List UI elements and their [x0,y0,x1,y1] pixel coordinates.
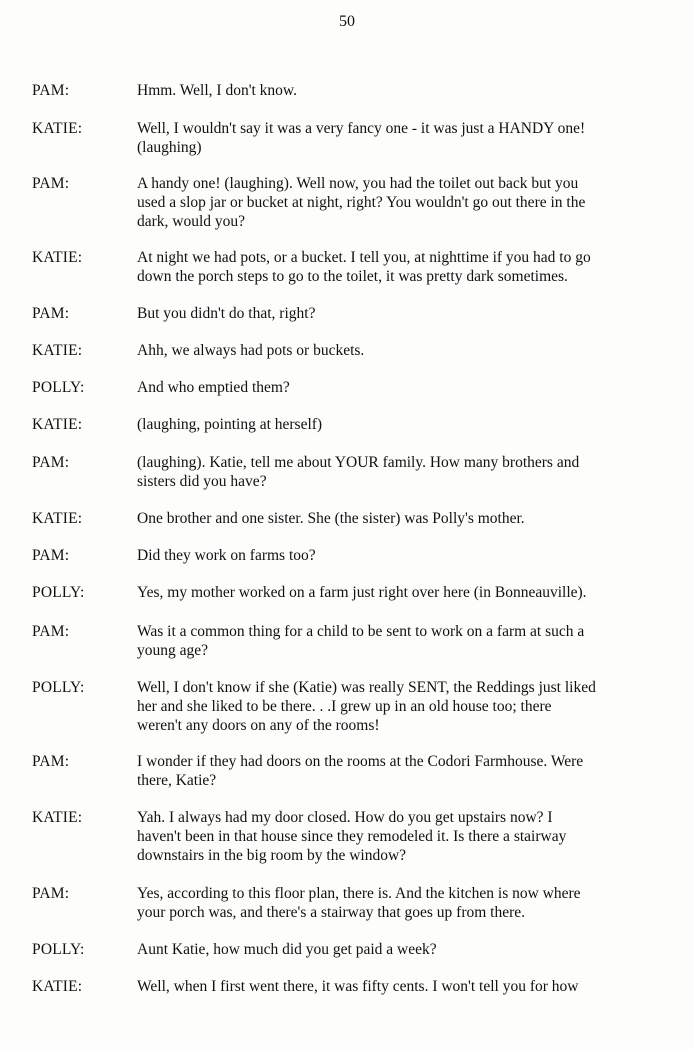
speaker-label: PAM: [32,623,70,640]
speaker-label: PAM: [32,454,70,471]
speaker-label: KATIE: [32,249,83,266]
dialogue-text: Hmm. Well, I don't know. [137,82,297,99]
speaker-label: KATIE: [32,809,83,826]
speaker-label: PAM: [32,175,70,192]
dialogue-text: I wonder if they had doors on the rooms at the Codori Farmhouse. Were there, Katie? [137,753,584,789]
dialogue-text: Did they work on farms too? [137,547,316,564]
speaker-label: KATIE: [32,978,83,995]
speaker-label: KATIE: [32,416,83,433]
dialogue-text: Was it a common thing for a child to be sent to work on a farm at such a young age? [137,623,585,659]
dialogue-text: Well, I wouldn't say it was a very fancy one - it was just a HANDY one! (laughing) [137,120,586,156]
speaker-label: POLLY: [32,379,85,396]
dialogue-text: Well, I don't know if she (Katie) was really SENT, the Reddings just liked her and she liked to be there. . .I grew up in an old house too; there weren't any doors on any of the rooms! [137,679,596,734]
speaker-label: PAM: [32,305,70,322]
dialogue-text: But you didn't do that, right? [137,305,316,322]
dialogue-text: A handy one! (laughing). Well now, you had the toilet out back but you used a slop jar or bucket at night, right? You wouldn't go out there in the dark, would you? [137,175,586,230]
speaker-label: POLLY: [32,679,85,696]
dialogue-text: (laughing, pointing at herself) [137,416,323,433]
speaker-label: POLLY: [32,584,85,601]
speaker-label: KATIE: [32,342,83,359]
dialogue-text: Yes, according to this floor plan, there is. And the kitchen is now where your porch was, and there's a stairway that goes up from there. [137,885,581,921]
dialogue-text: Ahh, we always had pots or buckets. [137,342,365,359]
speaker-label: KATIE: [32,510,83,527]
dialogue-text: Yah. I always had my door closed. How do you get upstairs now? I haven't been in that house since they remodeled it. Is there a stairway downstairs in the big room by the window? [137,809,567,864]
speaker-label: POLLY: [32,941,85,958]
speaker-label: PAM: [32,547,70,564]
dialogue-text: Yes, my mother worked on a farm just right over here (in Bonneauville). [137,584,587,601]
speaker-label: PAM: [32,885,70,902]
dialogue-text: And who emptied them? [137,379,290,396]
speaker-label: KATIE: [32,120,83,137]
page-number: 50 [339,13,355,30]
dialogue-text: Well, when I first went there, it was fifty cents. I won't tell you for how [137,978,579,995]
speaker-label: PAM: [32,753,70,770]
dialogue-text: Aunt Katie, how much did you get paid a week? [137,941,437,958]
dialogue-text: At night we had pots, or a bucket. I tell you, at nighttime if you had to go down the porch steps to go to the toilet, it was pretty dark sometimes. [137,249,591,285]
dialogue-text: (laughing). Katie, tell me about YOUR family. How many brothers and sisters did you have? [137,454,580,490]
speaker-label: PAM: [32,82,70,99]
dialogue-text: One brother and one sister. She (the sister) was Polly's mother. [137,510,525,527]
